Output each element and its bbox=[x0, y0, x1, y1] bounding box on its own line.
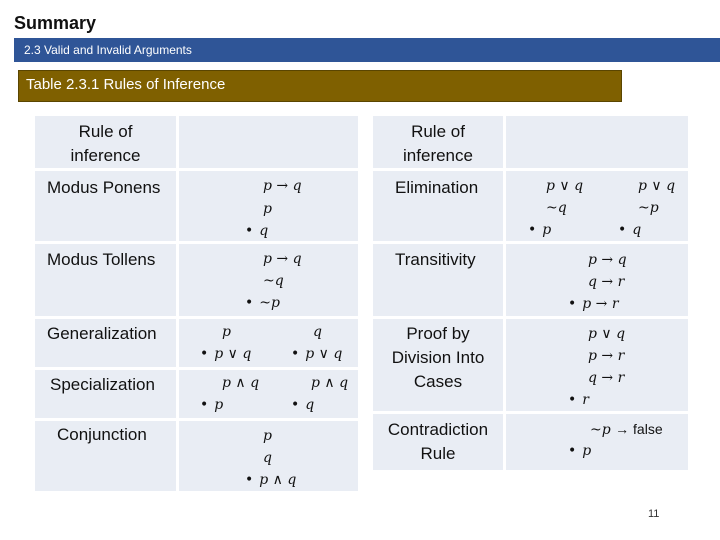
transitivity-conclusion: • p → r bbox=[568, 296, 619, 312]
right-header-form-cell bbox=[506, 116, 688, 168]
proof-by-cases-conclusion: • r bbox=[568, 392, 589, 408]
rule-name-modus-ponens: Modus Ponens bbox=[47, 178, 161, 197]
conjunction-premise-1: p bbox=[263, 428, 272, 444]
therefore-bullet-icon: • bbox=[245, 295, 254, 311]
rule-name-generalization: Generalization bbox=[47, 324, 157, 343]
therefore-bullet-icon: • bbox=[568, 296, 577, 312]
table-title: Table 2.3.1 Rules of Inference bbox=[26, 76, 226, 93]
therefore-bullet-icon: • bbox=[245, 223, 254, 239]
therefore-bullet-icon: • bbox=[528, 222, 537, 238]
elimination-a-premise-2: ~q bbox=[546, 200, 567, 216]
elimination-a-conclusion: • p bbox=[528, 222, 552, 238]
therefore-bullet-icon: • bbox=[291, 397, 300, 413]
rule-name-transitivity: Transitivity bbox=[395, 250, 476, 269]
specialization-b-premise: p ∧ q bbox=[311, 375, 349, 391]
modus-ponens-conclusion: • q bbox=[245, 223, 269, 239]
conjunction-conclusion: • p ∧ q bbox=[245, 472, 297, 488]
therefore-bullet-icon: • bbox=[568, 392, 577, 408]
elimination-a-premise-1: p ∨ q bbox=[546, 178, 584, 194]
specialization-b-conclusion: • q bbox=[291, 397, 315, 413]
contradiction-premise: ~p → false bbox=[590, 421, 663, 438]
proof-by-cases-premise-2: p → r bbox=[588, 348, 625, 364]
conjunction-premise-2: q bbox=[263, 450, 272, 466]
right-header-label: Rule of inference bbox=[403, 122, 473, 165]
specialization-a-conclusion: • p bbox=[200, 397, 224, 413]
therefore-bullet-icon: • bbox=[568, 443, 577, 459]
proof-by-cases-premise-1: p ∨ q bbox=[588, 326, 626, 342]
generalization-b-conclusion: • p ∨ q bbox=[291, 346, 343, 362]
therefore-bullet-icon: • bbox=[200, 397, 209, 413]
generalization-b-premise: q bbox=[313, 324, 322, 340]
modus-tollens-premise-1: p → q bbox=[263, 251, 302, 267]
rule-name-elimination: Elimination bbox=[395, 178, 479, 197]
rule-name-proof-by-cases: Proof by Division Into Cases bbox=[391, 324, 485, 391]
rule-name-contradiction: Contradiction Rule bbox=[387, 420, 489, 463]
therefore-bullet-icon: • bbox=[291, 346, 300, 362]
section-label: 2.3 Valid and Invalid Arguments bbox=[24, 43, 192, 57]
proof-by-cases-premise-3: q → r bbox=[588, 370, 625, 386]
modus-tollens-conclusion: • ~p bbox=[245, 295, 280, 311]
therefore-bullet-icon: • bbox=[245, 472, 254, 488]
elimination-b-conclusion: • q bbox=[618, 222, 642, 238]
rule-name-conjunction: Conjunction bbox=[57, 425, 147, 444]
left-header-label: Rule of inference bbox=[70, 122, 141, 165]
contradiction-conclusion: • p bbox=[568, 443, 592, 459]
rule-name-specialization: Specialization bbox=[50, 375, 155, 394]
modus-ponens-premise-2: p bbox=[263, 201, 272, 217]
elimination-b-premise-1: p ∨ q bbox=[638, 178, 676, 194]
transitivity-premise-1: p → q bbox=[588, 252, 627, 268]
therefore-bullet-icon: • bbox=[200, 346, 209, 362]
modus-tollens-premise-2: ~q bbox=[263, 273, 284, 289]
generalization-a-premise: p bbox=[222, 324, 231, 340]
specialization-a-premise: p ∧ q bbox=[222, 375, 260, 391]
page-number: 11 bbox=[648, 508, 660, 520]
rule-name-modus-tollens: Modus Tollens bbox=[47, 250, 156, 269]
slide-title: Summary bbox=[14, 13, 97, 33]
elimination-b-premise-2: ~p bbox=[638, 200, 659, 216]
generalization-a-conclusion: • p ∨ q bbox=[200, 346, 252, 362]
left-header-form-cell bbox=[179, 116, 358, 168]
therefore-bullet-icon: • bbox=[618, 222, 627, 238]
transitivity-premise-2: q → r bbox=[588, 274, 625, 290]
modus-ponens-premise-1: p → q bbox=[263, 178, 302, 194]
